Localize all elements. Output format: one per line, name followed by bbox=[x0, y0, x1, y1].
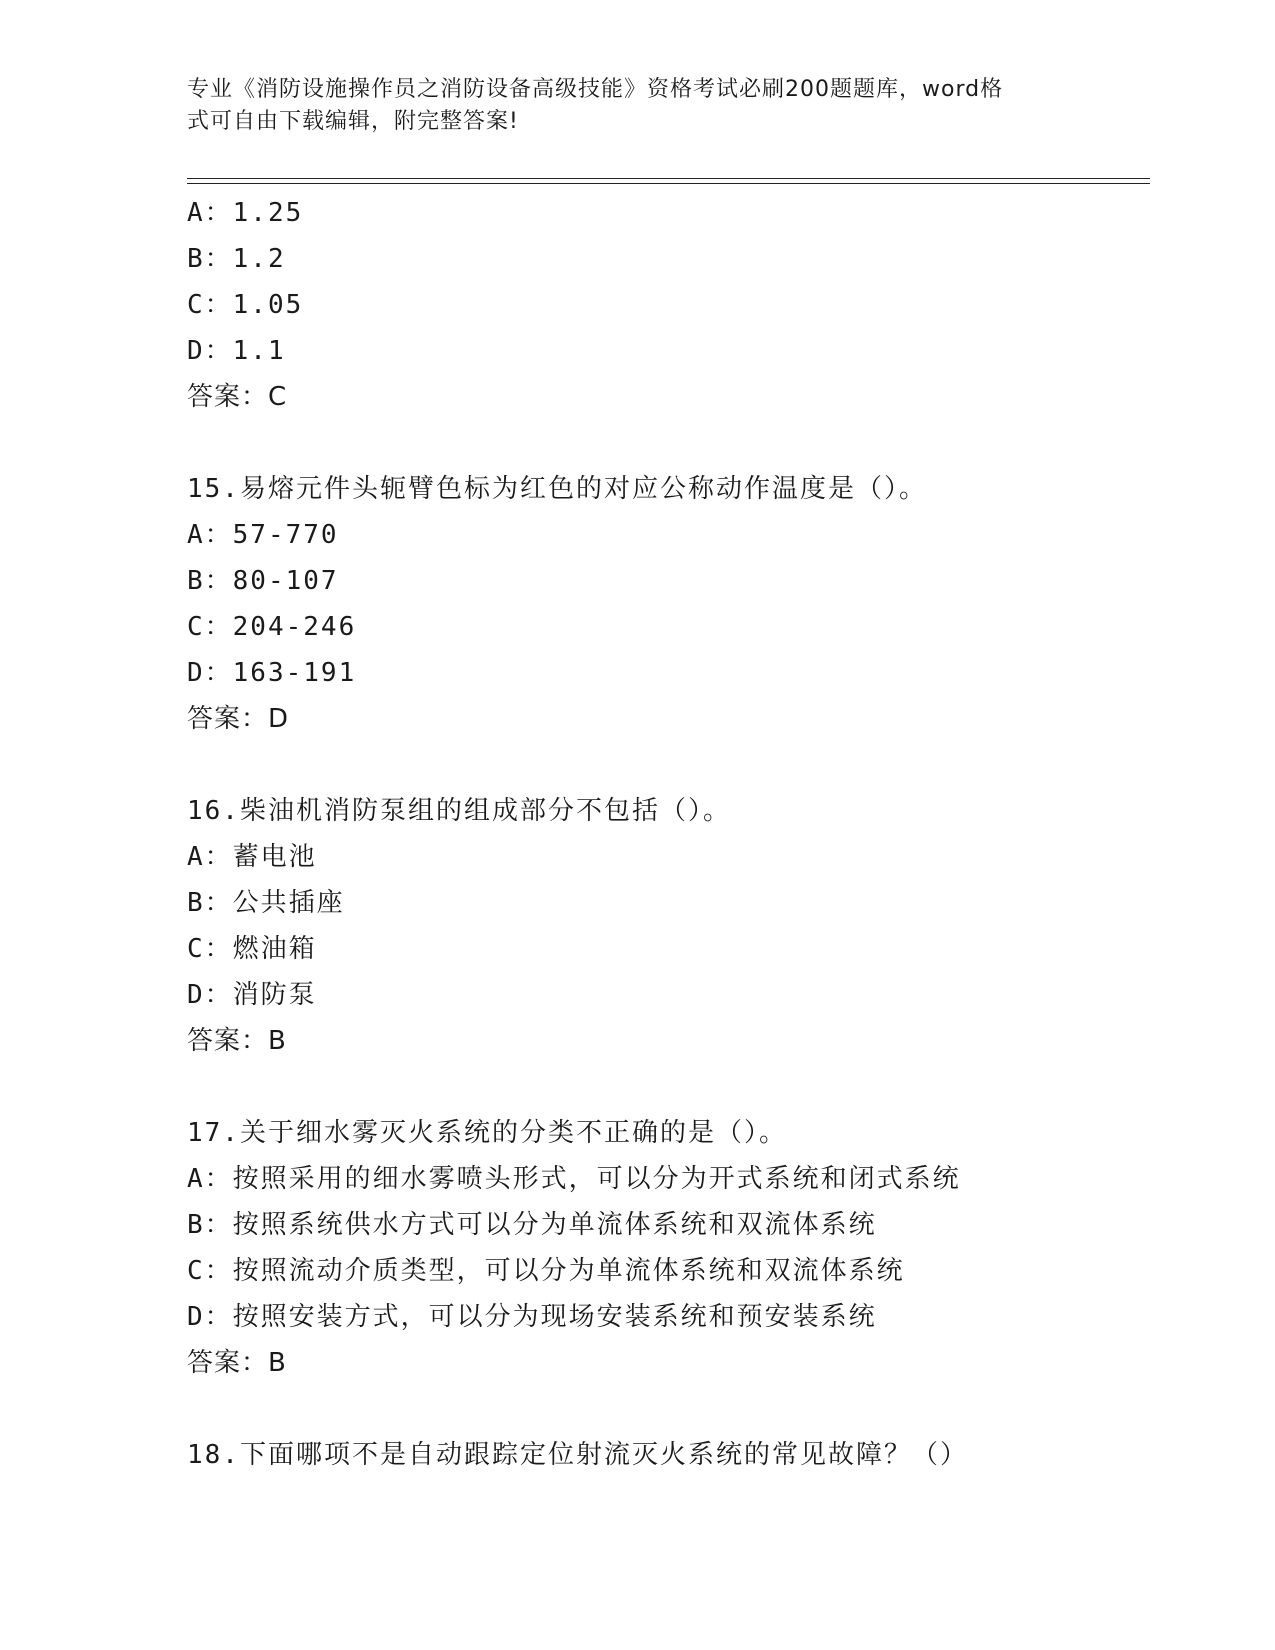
option-a: A：57-770 bbox=[187, 520, 339, 550]
option-b: B：公共插座 bbox=[187, 888, 345, 918]
option-a: A：1.25 bbox=[187, 198, 304, 228]
header-divider-top bbox=[187, 178, 1150, 179]
question-stem: 16.柴油机消防泵组的组成部分不包括（）。 bbox=[187, 796, 731, 826]
option-d: D：按照安装方式，可以分为现场安装系统和预安装系统 bbox=[187, 1302, 877, 1332]
question-15 bbox=[187, 466, 1147, 742]
option-a: A：按照采用的细水雾喷头形式，可以分为开式系统和闭式系统 bbox=[187, 1164, 961, 1194]
answer-line: 答案：B bbox=[187, 1026, 287, 1056]
answer-line: 答案：C bbox=[187, 382, 288, 412]
header-title-line-2: 式可自由下载编辑，附完整答案! bbox=[187, 109, 519, 134]
question-stem: 15.易熔元件头轭臂色标为红色的对应公称动作温度是（）。 bbox=[187, 474, 927, 504]
option-c: C：燃油箱 bbox=[187, 934, 317, 964]
option-d: D：163-191 bbox=[187, 658, 357, 688]
answer-line: 答案：D bbox=[187, 704, 290, 734]
option-d: D：1.1 bbox=[187, 336, 286, 366]
question-list bbox=[187, 190, 1147, 1478]
answer-line: 答案：B bbox=[187, 1348, 287, 1378]
header-title-line-1: 专业《消防设施操作员之消防设备高级技能》资格考试必刷200题题库，word格 bbox=[187, 77, 1004, 102]
question-16 bbox=[187, 788, 1147, 1064]
question-18 bbox=[187, 1432, 1147, 1478]
question-stem: 17.关于细水雾灭火系统的分类不正确的是（）。 bbox=[187, 1118, 787, 1148]
option-d: D：消防泵 bbox=[187, 980, 317, 1010]
option-c: C：按照流动介质类型，可以分为单流体系统和双流体系统 bbox=[187, 1256, 905, 1286]
option-c: C：1.05 bbox=[187, 290, 304, 320]
option-b: B：按照系统供水方式可以分为单流体系统和双流体系统 bbox=[187, 1210, 877, 1240]
document-header bbox=[187, 74, 1087, 138]
option-b: B：1.2 bbox=[187, 244, 286, 274]
header-divider-bottom bbox=[187, 183, 1150, 184]
question-stem: 18.下面哪项不是自动跟踪定位射流灭火系统的常见故障？（） bbox=[187, 1440, 968, 1470]
option-c: C：204-246 bbox=[187, 612, 357, 642]
option-a: A：蓄电池 bbox=[187, 842, 317, 872]
question-17 bbox=[187, 1110, 1147, 1386]
option-b: B：80-107 bbox=[187, 566, 339, 596]
question-14-continued bbox=[187, 190, 1147, 420]
